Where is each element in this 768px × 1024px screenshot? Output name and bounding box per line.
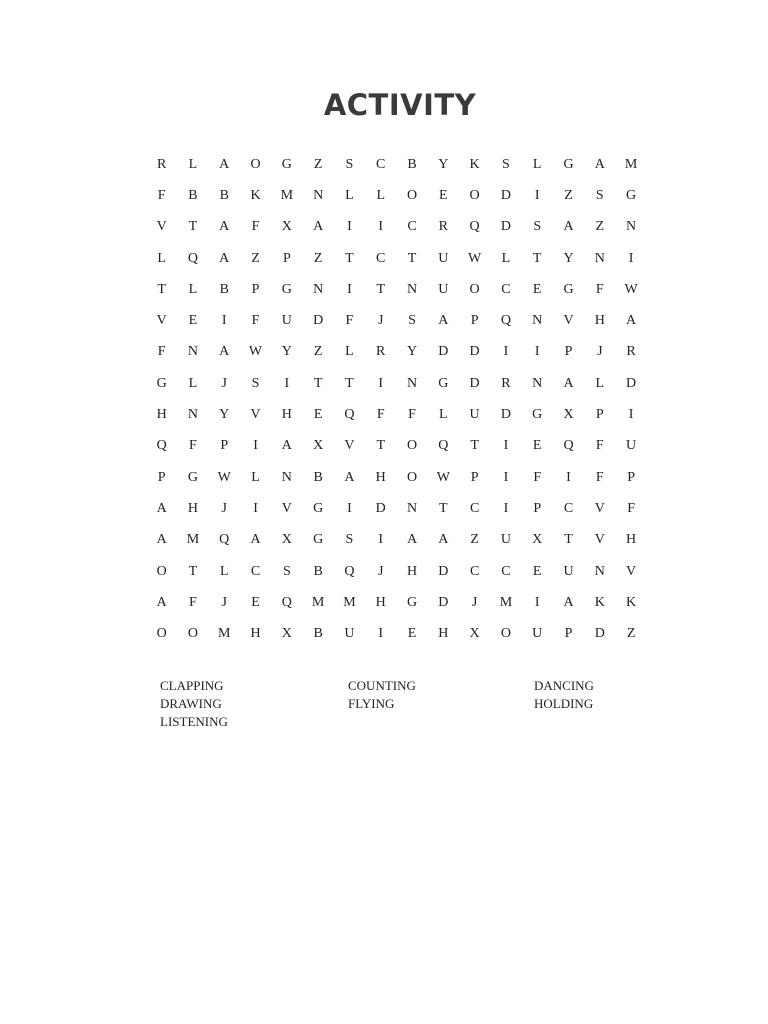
grid-letter: H <box>375 594 386 610</box>
grid-letter: H <box>156 407 167 423</box>
grid-letter: T <box>188 219 198 235</box>
grid-letter: E <box>313 407 323 423</box>
grid-letter: E <box>532 563 542 579</box>
grid-letter: U <box>500 532 511 548</box>
grid-letter: S <box>595 187 604 203</box>
grid-letter: J <box>471 594 478 610</box>
grid-letter: H <box>250 626 261 642</box>
grid-letter: D <box>438 594 449 610</box>
grid-letter: D <box>375 500 386 516</box>
grid-letter: D <box>438 344 449 360</box>
grid-letter: I <box>503 469 509 485</box>
grid-letter: V <box>594 532 605 548</box>
grid-letter: I <box>378 219 384 235</box>
grid-letter: Q <box>344 407 355 423</box>
word-list-item: CLAPPING <box>160 678 224 693</box>
grid-letter: K <box>626 594 637 610</box>
grid-letter: Y <box>563 250 574 266</box>
grid-letter: P <box>627 469 635 485</box>
grid-letter: T <box>376 438 385 454</box>
grid-letter: U <box>469 407 480 423</box>
grid-letter: T <box>439 500 448 516</box>
grid-letter: A <box>219 156 230 172</box>
grid-letter: B <box>188 187 198 203</box>
grid-letter: Q <box>187 250 198 266</box>
grid-letter: F <box>251 313 260 329</box>
grid-letter: A <box>563 375 574 391</box>
grid-letter: I <box>503 500 509 516</box>
grid-letter: Q <box>344 563 355 579</box>
grid-letter: P <box>533 500 542 516</box>
grid-letter: F <box>251 219 260 235</box>
grid-letter: F <box>627 500 635 516</box>
grid-letter: S <box>408 313 416 329</box>
grid-letter: T <box>345 375 354 391</box>
grid-letter: U <box>563 563 574 579</box>
grid-letter: V <box>281 500 292 516</box>
grid-letter: A <box>219 344 230 360</box>
grid-letter: E <box>439 187 448 203</box>
grid-letter: L <box>532 156 542 172</box>
grid-letter: T <box>345 250 354 266</box>
grid-letter: Z <box>251 250 260 266</box>
grid-letter: I <box>566 469 571 485</box>
grid-letter: R <box>626 344 636 360</box>
grid-letter: D <box>500 219 511 235</box>
grid-letter: C <box>469 563 480 579</box>
grid-letter: R <box>156 156 167 172</box>
word-list-item: DANCING <box>534 678 594 693</box>
grid-letter: F <box>157 187 166 203</box>
grid-letter: P <box>470 469 479 485</box>
grid-letter: E <box>532 438 542 454</box>
grid-letter: T <box>188 563 198 579</box>
grid-letter: A <box>219 219 230 235</box>
grid-letter: P <box>595 407 604 423</box>
grid-letter: S <box>251 375 260 391</box>
grid-letter: Z <box>595 219 605 235</box>
grid-letter: L <box>345 187 354 203</box>
grid-letter: Z <box>626 626 636 642</box>
grid-letter: D <box>469 344 480 360</box>
grid-letter: Z <box>313 344 323 360</box>
grid-letter: N <box>313 187 324 203</box>
grid-letter: L <box>188 375 198 391</box>
grid-letter: O <box>406 438 418 454</box>
grid-letter: G <box>281 156 292 172</box>
page-title: ACTIVITY <box>323 88 477 122</box>
word-list-item: COUNTING <box>348 678 416 693</box>
grid-letter: Z <box>564 187 573 203</box>
grid-letter: D <box>469 375 480 391</box>
grid-letter: F <box>595 281 604 297</box>
grid-letter: G <box>626 187 637 203</box>
grid-letter: N <box>281 469 292 485</box>
grid-letter: P <box>564 344 573 360</box>
letter-grid <box>146 149 647 650</box>
grid-letter: T <box>470 438 479 454</box>
grid-letter: I <box>628 250 634 266</box>
grid-letter: V <box>156 219 167 235</box>
grid-letter: A <box>438 532 449 548</box>
grid-letter: N <box>187 407 198 423</box>
grid-letter: I <box>534 344 540 360</box>
grid-letter: N <box>406 281 418 297</box>
grid-letter: J <box>221 594 227 610</box>
grid-letter: H <box>281 407 292 423</box>
grid-letter: L <box>219 563 229 579</box>
grid-letter: L <box>188 156 198 172</box>
grid-letter: X <box>281 532 292 548</box>
grid-letter: A <box>563 594 574 610</box>
grid-letter: L <box>439 407 448 423</box>
grid-letter: B <box>407 156 417 172</box>
grid-letter: M <box>311 594 325 610</box>
grid-letter: K <box>250 187 261 203</box>
grid-letter: N <box>594 563 605 579</box>
grid-letter: C <box>469 500 480 516</box>
grid-letter: I <box>378 375 384 391</box>
grid-letter: T <box>564 532 573 548</box>
grid-letter: H <box>406 563 418 579</box>
grid-letter: G <box>563 281 574 297</box>
grid-letter: P <box>251 281 260 297</box>
grid-letter: Q <box>469 219 480 235</box>
grid-letter: A <box>594 156 605 172</box>
grid-letter: I <box>503 438 509 454</box>
grid-letter: D <box>626 375 637 391</box>
grid-letter: F <box>408 407 416 423</box>
grid-letter: E <box>251 594 260 610</box>
grid-letter: I <box>378 626 384 642</box>
grid-letter: G <box>187 469 198 485</box>
word-list-item: FLYING <box>348 696 395 711</box>
grid-letter: F <box>189 438 197 454</box>
grid-letter: M <box>186 532 200 548</box>
grid-letter: A <box>563 219 574 235</box>
grid-letter: D <box>500 187 511 203</box>
grid-letter: W <box>468 250 482 266</box>
grid-letter: G <box>156 375 167 391</box>
grid-letter: F <box>595 469 604 485</box>
grid-letter: H <box>375 469 386 485</box>
grid-letter: D <box>438 563 449 579</box>
grid-letter: U <box>281 313 292 329</box>
grid-letter: A <box>156 500 167 516</box>
grid-letter: L <box>157 250 166 266</box>
grid-letter: H <box>594 313 605 329</box>
grid-letter: Q <box>500 313 511 329</box>
grid-letter: H <box>187 500 198 516</box>
grid-letter: X <box>563 407 574 423</box>
word-list <box>160 677 630 731</box>
grid-letter: V <box>594 500 605 516</box>
grid-letter: A <box>626 313 637 329</box>
grid-letter: A <box>313 219 324 235</box>
grid-letter: J <box>221 500 227 516</box>
grid-letter: N <box>532 313 543 329</box>
grid-letter: T <box>532 250 542 266</box>
grid-letter: V <box>250 407 261 423</box>
grid-letter: Y <box>281 344 292 360</box>
grid-letter: D <box>594 626 605 642</box>
grid-letter: X <box>281 219 292 235</box>
grid-letter: L <box>501 250 511 266</box>
grid-letter: G <box>532 407 543 423</box>
grid-letter: P <box>470 313 479 329</box>
grid-letter: O <box>469 187 480 203</box>
word-list-item: DRAWING <box>160 696 222 711</box>
word-list-item: LISTENING <box>160 714 228 729</box>
grid-letter: G <box>313 532 324 548</box>
grid-letter: Q <box>438 438 449 454</box>
grid-letter: U <box>532 626 543 642</box>
grid-letter: B <box>219 281 229 297</box>
grid-letter: F <box>345 313 354 329</box>
grid-letter: P <box>564 626 573 642</box>
grid-letter: B <box>313 626 323 642</box>
grid-letter: Q <box>563 438 574 454</box>
grid-letter: S <box>345 532 354 548</box>
grid-letter: A <box>406 532 418 548</box>
grid-letter: R <box>376 344 386 360</box>
grid-letter: C <box>501 281 511 297</box>
grid-letter: A <box>344 469 355 485</box>
grid-letter: X <box>313 438 324 454</box>
grid-letter: V <box>626 563 637 579</box>
grid-letter: I <box>221 313 227 329</box>
grid-letter: M <box>624 156 638 172</box>
grid-letter: N <box>406 500 418 516</box>
grid-letter: Y <box>438 156 449 172</box>
grid-letter: I <box>503 344 509 360</box>
grid-letter: T <box>376 281 385 297</box>
grid-letter: R <box>501 375 511 391</box>
grid-letter: C <box>250 563 261 579</box>
grid-letter: M <box>343 594 356 610</box>
grid-letter: O <box>187 626 198 642</box>
grid-letter: I <box>534 187 540 203</box>
grid-letter: F <box>157 344 166 360</box>
grid-letter: U <box>438 250 449 266</box>
grid-letter: Z <box>313 156 323 172</box>
grid-letter: M <box>499 594 513 610</box>
grid-letter: X <box>469 626 480 642</box>
grid-letter: M <box>280 187 294 203</box>
grid-letter: H <box>626 532 637 548</box>
grid-letter: U <box>626 438 637 454</box>
grid-letter: G <box>438 375 449 391</box>
grid-letter: G <box>563 156 574 172</box>
grid-letter: Y <box>406 344 418 360</box>
grid-letter: P <box>157 469 166 485</box>
grid-letter: Z <box>470 532 479 548</box>
grid-letter: W <box>624 281 638 297</box>
grid-letter: Z <box>313 250 323 266</box>
grid-letter: A <box>156 594 167 610</box>
grid-letter: J <box>378 313 384 329</box>
grid-letter: C <box>563 500 574 516</box>
grid-letter: B <box>313 563 323 579</box>
grid-letter: I <box>534 594 540 610</box>
grid-letter: T <box>407 250 417 266</box>
grid-letter: D <box>500 407 511 423</box>
grid-letter: L <box>376 187 385 203</box>
grid-letter: A <box>156 532 167 548</box>
grid-letter: L <box>251 469 260 485</box>
grid-letter: I <box>284 375 290 391</box>
grid-letter: I <box>253 438 258 454</box>
word-list-item: HOLDING <box>534 696 594 711</box>
grid-letter: Q <box>219 532 230 548</box>
grid-letter: Y <box>219 407 230 423</box>
grid-letter: W <box>248 344 263 360</box>
grid-letter: C <box>501 563 511 579</box>
grid-letter: F <box>595 438 604 454</box>
grid-letter: Q <box>281 594 292 610</box>
grid-letter: K <box>594 594 605 610</box>
grid-letter: O <box>406 187 418 203</box>
grid-letter: V <box>563 313 574 329</box>
grid-letter: N <box>594 250 605 266</box>
grid-letter: S <box>502 156 510 172</box>
grid-letter: G <box>406 594 418 610</box>
grid-letter: K <box>469 156 480 172</box>
grid-letter: O <box>156 626 167 642</box>
grid-letter: U <box>344 626 355 642</box>
grid-letter: P <box>282 250 291 266</box>
grid-letter: O <box>250 156 261 172</box>
grid-letter: O <box>500 626 511 642</box>
grid-letter: M <box>218 626 231 642</box>
grid-letter: L <box>595 375 605 391</box>
grid-letter: F <box>189 594 197 610</box>
grid-letter: O <box>156 563 167 579</box>
grid-letter: V <box>156 313 167 329</box>
grid-letter: X <box>532 532 543 548</box>
grid-letter: I <box>347 281 352 297</box>
grid-letter: G <box>313 500 324 516</box>
grid-letter: A <box>438 313 449 329</box>
grid-letter: N <box>626 219 637 235</box>
grid-letter: N <box>187 344 198 360</box>
grid-letter: A <box>250 532 261 548</box>
grid-letter: F <box>376 407 385 423</box>
grid-letter: Q <box>156 438 167 454</box>
grid-letter: D <box>313 313 324 329</box>
grid-letter: C <box>376 156 386 172</box>
grid-letter: C <box>376 250 386 266</box>
grid-letter: I <box>378 532 384 548</box>
grid-letter: B <box>219 187 229 203</box>
grid-letter: F <box>533 469 542 485</box>
grid-letter: G <box>281 281 292 297</box>
grid-letter: J <box>378 563 384 579</box>
grid-letter: N <box>406 375 418 391</box>
grid-letter: B <box>313 469 323 485</box>
grid-letter: U <box>438 281 449 297</box>
grid-letter: W <box>217 469 231 485</box>
grid-letter: A <box>281 438 292 454</box>
grid-letter: L <box>188 281 198 297</box>
grid-letter: W <box>436 469 450 485</box>
grid-letter: I <box>347 219 352 235</box>
grid-letter: T <box>313 375 323 391</box>
grid-letter: E <box>188 313 198 329</box>
grid-letter: X <box>281 626 292 642</box>
grid-letter: I <box>253 500 258 516</box>
grid-letter: N <box>532 375 543 391</box>
grid-letter: A <box>219 250 230 266</box>
grid-letter: C <box>407 219 417 235</box>
grid-letter: J <box>221 375 227 391</box>
grid-letter: E <box>407 626 417 642</box>
grid-letter: O <box>406 469 418 485</box>
grid-letter: S <box>282 563 291 579</box>
grid-letter: S <box>345 156 354 172</box>
grid-letter: R <box>438 219 448 235</box>
grid-letter: H <box>438 626 449 642</box>
grid-letter: O <box>469 281 480 297</box>
grid-letter: T <box>157 281 166 297</box>
grid-letter: S <box>533 219 542 235</box>
grid-letter: V <box>344 438 355 454</box>
grid-letter: P <box>220 438 229 454</box>
grid-letter: I <box>347 500 352 516</box>
grid-letter: J <box>597 344 603 360</box>
grid-letter: N <box>313 281 324 297</box>
grid-letter: I <box>628 407 634 423</box>
grid-letter: E <box>532 281 542 297</box>
grid-letter: L <box>345 344 354 360</box>
